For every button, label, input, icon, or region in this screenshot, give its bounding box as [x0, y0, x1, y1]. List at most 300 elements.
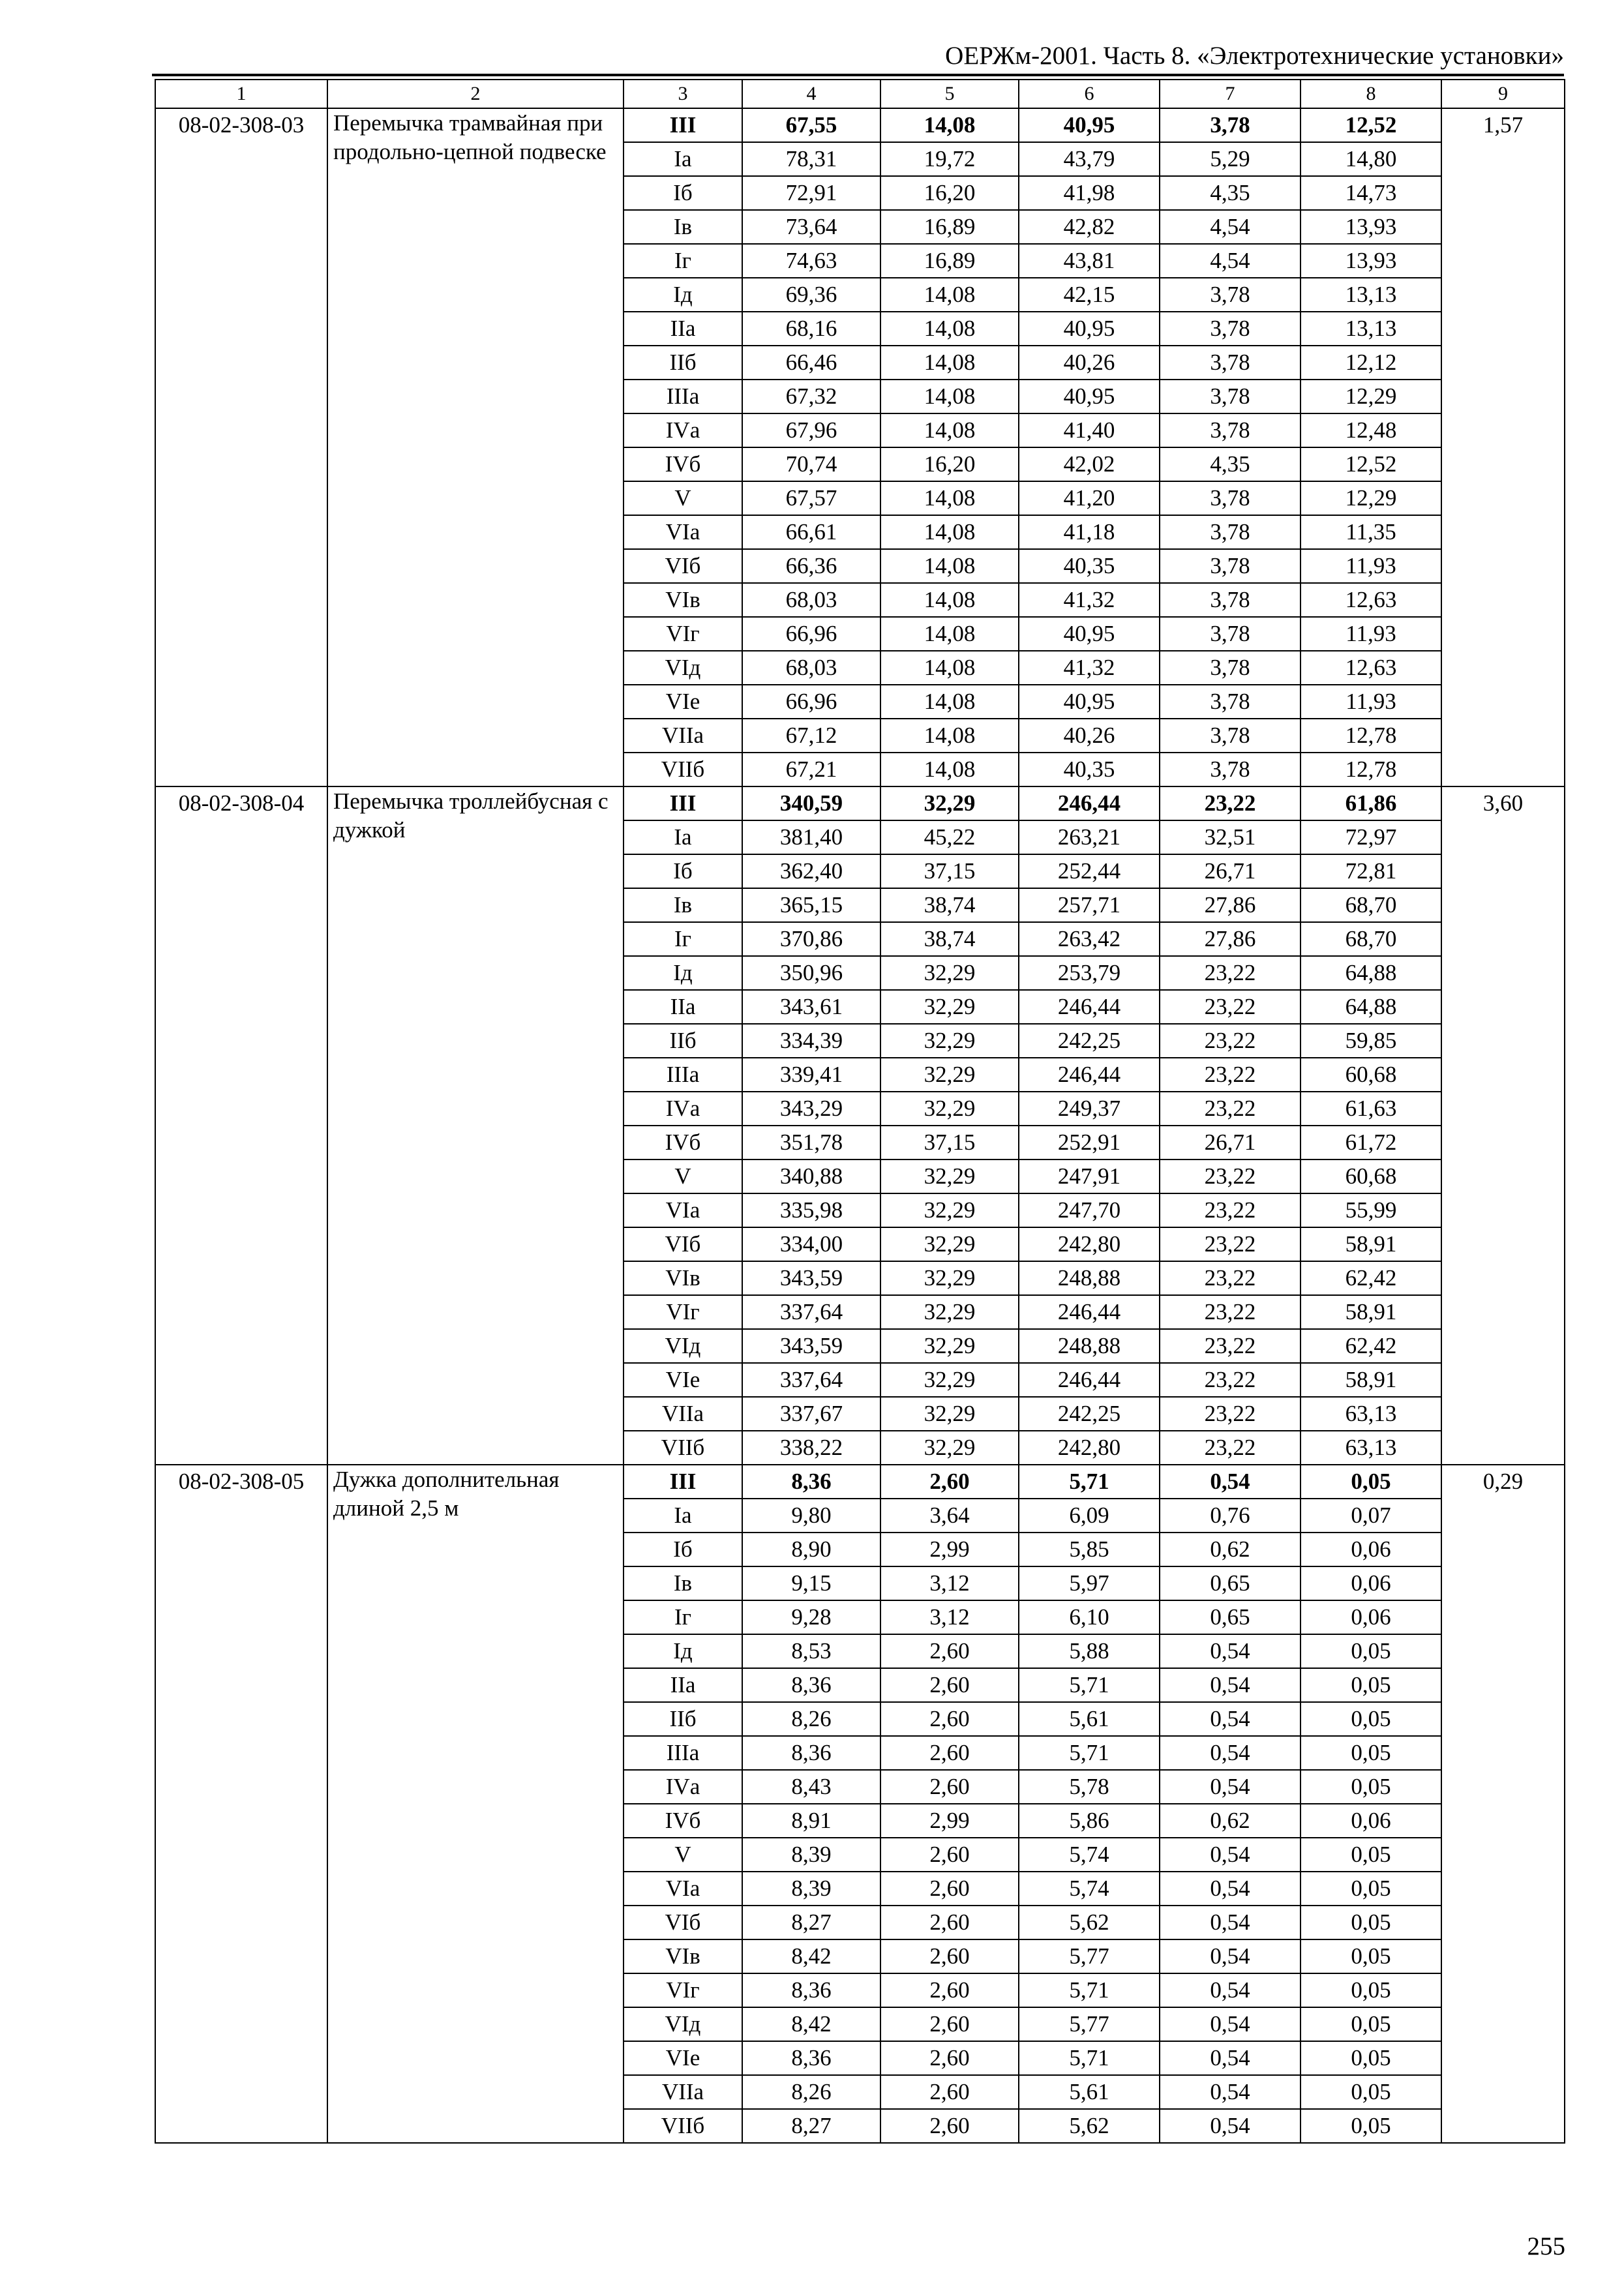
value-cell: 45,22	[880, 820, 1019, 854]
value-cell: 41,18	[1019, 515, 1160, 549]
value-cell: 13,93	[1301, 210, 1441, 244]
value-cell: 0,62	[1160, 1804, 1301, 1838]
value-cell: 14,08	[880, 753, 1019, 786]
zone-cell: VIд	[624, 2007, 742, 2041]
zone-cell: IIа	[624, 312, 742, 346]
table-row	[155, 786, 1565, 820]
zone-cell: IVб	[624, 1804, 742, 1838]
value-cell: 337,64	[742, 1363, 880, 1397]
value-cell: 5,77	[1019, 1939, 1160, 1973]
value-cell: 334,39	[742, 1024, 880, 1058]
zone-cell: Iд	[624, 1634, 742, 1668]
value-cell: 64,88	[1301, 956, 1441, 990]
value-cell: 3,78	[1160, 753, 1301, 786]
value-cell: 32,29	[880, 1058, 1019, 1092]
value-cell: 0,54	[1160, 1973, 1301, 2007]
value-cell: 6,10	[1019, 1600, 1160, 1634]
value-cell: 337,64	[742, 1295, 880, 1329]
value-cell: 0,54	[1160, 1770, 1301, 1804]
value-cell: 61,72	[1301, 1126, 1441, 1159]
page-number: 255	[1527, 2232, 1565, 2260]
value-cell: 11,93	[1301, 685, 1441, 719]
value-cell: 8,26	[742, 2075, 880, 2109]
zone-cell: Iа	[624, 1499, 742, 1533]
value-cell: 370,86	[742, 922, 880, 956]
value-cell: 5,71	[1019, 1465, 1160, 1499]
value-cell: 0,05	[1301, 1668, 1441, 1702]
value-cell: 242,80	[1019, 1227, 1160, 1261]
zone-cell: Iд	[624, 956, 742, 990]
value-cell: 12,12	[1301, 346, 1441, 380]
value-cell: 40,95	[1019, 108, 1160, 142]
value-cell: 0,54	[1160, 1736, 1301, 1770]
zone-cell: V	[624, 1838, 742, 1872]
zone-cell: IIа	[624, 1668, 742, 1702]
value-cell: 0,05	[1301, 1702, 1441, 1736]
value-cell: 0,05	[1301, 1736, 1441, 1770]
value-cell: 23,22	[1160, 1058, 1301, 1092]
value-cell: 5,62	[1019, 2109, 1160, 2143]
item-code: 08-02-308-03	[155, 108, 327, 786]
value-cell: 8,27	[742, 2109, 880, 2143]
value-cell: 2,60	[880, 1939, 1019, 1973]
value-cell: 40,95	[1019, 312, 1160, 346]
value-cell: 343,61	[742, 990, 880, 1024]
value-cell: 67,12	[742, 719, 880, 753]
zone-cell: Iа	[624, 142, 742, 176]
value-cell: 0,54	[1160, 1939, 1301, 1973]
value-cell: 362,40	[742, 854, 880, 888]
zone-cell: Iг	[624, 922, 742, 956]
value-cell: 2,99	[880, 1533, 1019, 1566]
value-cell: 3,78	[1160, 278, 1301, 312]
value-cell: 0,62	[1160, 1533, 1301, 1566]
zone-cell: Iб	[624, 854, 742, 888]
value-cell: 72,91	[742, 176, 880, 210]
value-cell: 61,63	[1301, 1092, 1441, 1126]
value-cell: 40,26	[1019, 719, 1160, 753]
value-cell: 3,12	[880, 1600, 1019, 1634]
value-cell: 16,89	[880, 210, 1019, 244]
value-cell: 23,22	[1160, 1092, 1301, 1126]
value-cell: 68,16	[742, 312, 880, 346]
value-cell: 2,60	[880, 1634, 1019, 1668]
value-cell: 11,93	[1301, 549, 1441, 583]
value-cell: 27,86	[1160, 922, 1301, 956]
zone-cell: Iб	[624, 176, 742, 210]
value-cell: 2,60	[880, 1736, 1019, 1770]
value-cell: 3,78	[1160, 481, 1301, 515]
value-cell: 40,26	[1019, 346, 1160, 380]
value-cell: 334,00	[742, 1227, 880, 1261]
value-cell: 26,71	[1160, 854, 1301, 888]
value-cell: 3,78	[1160, 346, 1301, 380]
value-cell: 365,15	[742, 888, 880, 922]
value-cell: 23,22	[1160, 1159, 1301, 1193]
value-cell: 42,15	[1019, 278, 1160, 312]
value-cell: 12,29	[1301, 380, 1441, 413]
value-cell: 5,77	[1019, 2007, 1160, 2041]
value-cell: 32,29	[880, 1295, 1019, 1329]
value-cell: 32,29	[880, 1397, 1019, 1431]
value-cell: 40,35	[1019, 753, 1160, 786]
value-cell: 4,35	[1160, 176, 1301, 210]
zone-cell: IIб	[624, 1024, 742, 1058]
value-cell: 12,63	[1301, 651, 1441, 685]
value-cell: 58,91	[1301, 1227, 1441, 1261]
value-cell: 0,05	[1301, 2007, 1441, 2041]
value-cell: 67,55	[742, 108, 880, 142]
value-cell: 16,20	[880, 447, 1019, 481]
value-cell: 5,74	[1019, 1838, 1160, 1872]
item-name: Перемычка троллейбусная с дужкой	[327, 786, 624, 1465]
value-cell: 23,22	[1160, 1329, 1301, 1363]
value-cell: 3,78	[1160, 685, 1301, 719]
zone-cell: VIб	[624, 1227, 742, 1261]
value-cell: 3,78	[1160, 583, 1301, 617]
value-cell: 0,65	[1160, 1566, 1301, 1600]
value-cell: 4,35	[1160, 447, 1301, 481]
value-cell: 55,99	[1301, 1193, 1441, 1227]
zone-cell: VIа	[624, 515, 742, 549]
value-cell: 14,08	[880, 719, 1019, 753]
value-cell: 252,91	[1019, 1126, 1160, 1159]
page-header: ОЕРЖм-2001. Часть 8. «Электротехнические установки»	[945, 42, 1564, 70]
value-cell: 263,42	[1019, 922, 1160, 956]
value-cell: 3,78	[1160, 515, 1301, 549]
zone-cell: IIIа	[624, 1058, 742, 1092]
zone-cell: VIд	[624, 1329, 742, 1363]
value-cell: 32,51	[1160, 820, 1301, 854]
zone-cell: Iг	[624, 244, 742, 278]
value-cell: 8,39	[742, 1838, 880, 1872]
value-cell: 41,98	[1019, 176, 1160, 210]
value-cell: 40,95	[1019, 685, 1160, 719]
value-cell: 23,22	[1160, 990, 1301, 1024]
value-cell: 3,78	[1160, 719, 1301, 753]
value-cell: 41,32	[1019, 651, 1160, 685]
value-cell: 27,86	[1160, 888, 1301, 922]
value-cell: 252,44	[1019, 854, 1160, 888]
value-cell: 248,88	[1019, 1261, 1160, 1295]
zone-cell: IIб	[624, 346, 742, 380]
item-code: 08-02-308-04	[155, 786, 327, 1465]
value-cell: 66,96	[742, 617, 880, 651]
value-cell: 5,71	[1019, 1668, 1160, 1702]
value-cell: 0,54	[1160, 2075, 1301, 2109]
zone-cell: VIг	[624, 617, 742, 651]
table-row	[155, 1465, 1565, 1499]
value-cell: 0,54	[1160, 1465, 1301, 1499]
value-cell: 5,29	[1160, 142, 1301, 176]
value-cell: 0,54	[1160, 1906, 1301, 1939]
value-cell: 0,05	[1301, 1838, 1441, 1872]
value-cell: 32,29	[880, 1092, 1019, 1126]
zone-cell: VIIб	[624, 753, 742, 786]
value-cell: 0,54	[1160, 2109, 1301, 2143]
value-cell: 67,57	[742, 481, 880, 515]
value-cell: 246,44	[1019, 1295, 1160, 1329]
value-cell: 12,52	[1301, 447, 1441, 481]
value-cell: 11,93	[1301, 617, 1441, 651]
value-cell: 12,29	[1301, 481, 1441, 515]
value-cell: 13,93	[1301, 244, 1441, 278]
value-cell: 14,08	[880, 380, 1019, 413]
value-cell: 11,35	[1301, 515, 1441, 549]
value-cell: 0,05	[1301, 1872, 1441, 1906]
value-cell: 9,28	[742, 1600, 880, 1634]
value-cell: 41,40	[1019, 413, 1160, 447]
column-number-row	[155, 80, 1565, 108]
zone-cell: IVб	[624, 1126, 742, 1159]
value-cell: 23,22	[1160, 1363, 1301, 1397]
value-cell: 8,36	[742, 1668, 880, 1702]
zone-cell: VIг	[624, 1973, 742, 2007]
value-cell: 5,86	[1019, 1804, 1160, 1838]
zone-cell: III	[624, 786, 742, 820]
zone-cell: VIа	[624, 1193, 742, 1227]
zone-cell: VIв	[624, 583, 742, 617]
value-cell: 60,68	[1301, 1159, 1441, 1193]
value-cell: 32,29	[880, 956, 1019, 990]
value-cell: 12,52	[1301, 108, 1441, 142]
value-cell: 0,05	[1301, 1634, 1441, 1668]
value-cell: 32,29	[880, 1193, 1019, 1227]
value-cell: 23,22	[1160, 1295, 1301, 1329]
item-name: Дужка дополнительная длиной 2,5 м	[327, 1465, 624, 2143]
value-cell: 246,44	[1019, 786, 1160, 820]
value-cell: 67,96	[742, 413, 880, 447]
value-cell: 2,60	[880, 1668, 1019, 1702]
zone-cell: IIIа	[624, 1736, 742, 1770]
value-cell: 64,88	[1301, 990, 1441, 1024]
zone-cell: V	[624, 1159, 742, 1193]
value-cell: 0,54	[1160, 1634, 1301, 1668]
value-cell: 3,78	[1160, 549, 1301, 583]
zone-cell: Iв	[624, 888, 742, 922]
item-name: Перемычка трамвайная при продольно-цепной подвеске	[327, 108, 624, 786]
value-cell: 13,13	[1301, 312, 1441, 346]
value-cell: 66,36	[742, 549, 880, 583]
value-cell: 0,05	[1301, 2041, 1441, 2075]
zone-cell: VIг	[624, 1295, 742, 1329]
value-cell: 14,08	[880, 651, 1019, 685]
zone-cell: VIIб	[624, 1431, 742, 1465]
value-cell: 72,81	[1301, 854, 1441, 888]
value-cell: 246,44	[1019, 990, 1160, 1024]
value-cell: 8,36	[742, 1736, 880, 1770]
value-cell: 12,78	[1301, 719, 1441, 753]
value-cell: 16,20	[880, 176, 1019, 210]
value-cell: 338,22	[742, 1431, 880, 1465]
value-cell: 68,70	[1301, 922, 1441, 956]
value-cell: 5,74	[1019, 1872, 1160, 1906]
value-cell: 0,05	[1301, 1770, 1441, 1804]
value-cell: 3,78	[1160, 651, 1301, 685]
value-cell: 351,78	[742, 1126, 880, 1159]
value-cell: 14,08	[880, 583, 1019, 617]
value-cell: 67,21	[742, 753, 880, 786]
value-cell: 343,59	[742, 1261, 880, 1295]
value-cell: 42,82	[1019, 210, 1160, 244]
column-number: 6	[1019, 80, 1160, 108]
zone-cell: VIе	[624, 1363, 742, 1397]
value-cell: 0,54	[1160, 1668, 1301, 1702]
column-number: 7	[1160, 80, 1301, 108]
value-cell: 0,06	[1301, 1600, 1441, 1634]
value-cell: 3,78	[1160, 413, 1301, 447]
zone-cell: Iа	[624, 820, 742, 854]
value-cell: 2,60	[880, 2007, 1019, 2041]
zone-cell: VIе	[624, 2041, 742, 2075]
value-cell: 38,74	[880, 922, 1019, 956]
value-cell: 9,80	[742, 1499, 880, 1533]
table-body	[155, 80, 1565, 2143]
zone-cell: VIIа	[624, 2075, 742, 2109]
value-cell: 2,99	[880, 1804, 1019, 1838]
zone-cell: Iб	[624, 1533, 742, 1566]
value-cell: 70,74	[742, 447, 880, 481]
value-cell: 8,36	[742, 1973, 880, 2007]
zone-cell: IVб	[624, 447, 742, 481]
value-cell: 339,41	[742, 1058, 880, 1092]
zone-cell: VIIа	[624, 1397, 742, 1431]
value-cell: 32,29	[880, 1159, 1019, 1193]
value-cell: 58,91	[1301, 1363, 1441, 1397]
zone-cell: Iг	[624, 1600, 742, 1634]
value-cell: 40,95	[1019, 617, 1160, 651]
zone-cell: VIб	[624, 1906, 742, 1939]
value-cell: 42,02	[1019, 447, 1160, 481]
value-cell: 62,42	[1301, 1329, 1441, 1363]
value-cell: 60,68	[1301, 1058, 1441, 1092]
value-cell: 62,42	[1301, 1261, 1441, 1295]
zone-cell: IIб	[624, 1702, 742, 1736]
column-number: 4	[742, 80, 880, 108]
header-rule	[152, 74, 1564, 76]
zone-cell: VIе	[624, 685, 742, 719]
value-cell: 2,60	[880, 1838, 1019, 1872]
value-cell: 19,72	[880, 142, 1019, 176]
value-cell: 14,08	[880, 481, 1019, 515]
column-number: 3	[624, 80, 742, 108]
value-cell: 242,80	[1019, 1431, 1160, 1465]
value-cell: 3,78	[1160, 617, 1301, 651]
value-cell: 41,32	[1019, 583, 1160, 617]
value-cell: 14,08	[880, 278, 1019, 312]
value-cell: 5,78	[1019, 1770, 1160, 1804]
value-cell: 0,06	[1301, 1533, 1441, 1566]
value-cell: 247,70	[1019, 1193, 1160, 1227]
value-cell: 12,63	[1301, 583, 1441, 617]
value-cell: 12,78	[1301, 753, 1441, 786]
value-cell: 40,35	[1019, 549, 1160, 583]
value-cell: 12,48	[1301, 413, 1441, 447]
value-cell: 381,40	[742, 820, 880, 854]
value-cell: 343,59	[742, 1329, 880, 1363]
value-cell: 32,29	[880, 1261, 1019, 1295]
value-cell: 6,09	[1019, 1499, 1160, 1533]
value-cell: 3,78	[1160, 312, 1301, 346]
value-cell: 246,44	[1019, 1363, 1160, 1397]
column-number: 5	[880, 80, 1019, 108]
value-cell: 32,29	[880, 1329, 1019, 1363]
value-cell: 68,03	[742, 583, 880, 617]
zone-cell: V	[624, 481, 742, 515]
value-cell: 14,08	[880, 108, 1019, 142]
value-cell: 14,08	[880, 413, 1019, 447]
value-cell: 0,54	[1160, 2007, 1301, 2041]
value-cell: 32,29	[880, 1227, 1019, 1261]
zone-cell: VIв	[624, 1939, 742, 1973]
value-cell: 3,78	[1160, 380, 1301, 413]
value-cell: 32,29	[880, 786, 1019, 820]
value-cell: 246,44	[1019, 1058, 1160, 1092]
value-cell: 14,08	[880, 515, 1019, 549]
value-cell: 14,08	[880, 617, 1019, 651]
value-cell: 5,61	[1019, 1702, 1160, 1736]
zone-cell: Iв	[624, 210, 742, 244]
value-cell: 0,05	[1301, 1465, 1441, 1499]
value-cell: 8,53	[742, 1634, 880, 1668]
item-code: 08-02-308-05	[155, 1465, 327, 2143]
value-cell: 78,31	[742, 142, 880, 176]
column-9-value: 3,60	[1441, 786, 1565, 1465]
value-cell: 61,86	[1301, 786, 1441, 820]
value-cell: 3,64	[880, 1499, 1019, 1533]
value-cell: 5,71	[1019, 2041, 1160, 2075]
value-cell: 66,96	[742, 685, 880, 719]
value-cell: 2,60	[880, 2041, 1019, 2075]
value-cell: 26,71	[1160, 1126, 1301, 1159]
value-cell: 248,88	[1019, 1329, 1160, 1363]
value-cell: 37,15	[880, 854, 1019, 888]
value-cell: 350,96	[742, 956, 880, 990]
value-cell: 13,13	[1301, 278, 1441, 312]
column-number: 8	[1301, 80, 1441, 108]
value-cell: 43,79	[1019, 142, 1160, 176]
value-cell: 74,63	[742, 244, 880, 278]
column-number: 2	[327, 80, 624, 108]
value-cell: 32,29	[880, 1024, 1019, 1058]
value-cell: 2,60	[880, 1872, 1019, 1906]
value-cell: 32,29	[880, 990, 1019, 1024]
value-cell: 23,22	[1160, 956, 1301, 990]
value-cell: 68,70	[1301, 888, 1441, 922]
value-cell: 0,06	[1301, 1566, 1441, 1600]
value-cell: 335,98	[742, 1193, 880, 1227]
value-cell: 5,85	[1019, 1533, 1160, 1566]
value-cell: 14,80	[1301, 142, 1441, 176]
value-cell: 32,29	[880, 1363, 1019, 1397]
value-cell: 5,71	[1019, 1973, 1160, 2007]
value-cell: 68,03	[742, 651, 880, 685]
value-cell: 4,54	[1160, 210, 1301, 244]
zone-cell: VIIб	[624, 2109, 742, 2143]
value-cell: 0,05	[1301, 1973, 1441, 2007]
value-cell: 59,85	[1301, 1024, 1441, 1058]
value-cell: 2,60	[880, 2075, 1019, 2109]
value-cell: 0,54	[1160, 1838, 1301, 1872]
column-9-value: 1,57	[1441, 108, 1565, 786]
value-cell: 8,26	[742, 1702, 880, 1736]
value-cell: 23,22	[1160, 1193, 1301, 1227]
value-cell: 23,22	[1160, 786, 1301, 820]
value-cell: 0,05	[1301, 2109, 1441, 2143]
value-cell: 0,54	[1160, 1872, 1301, 1906]
value-cell: 69,36	[742, 278, 880, 312]
value-cell: 67,32	[742, 380, 880, 413]
